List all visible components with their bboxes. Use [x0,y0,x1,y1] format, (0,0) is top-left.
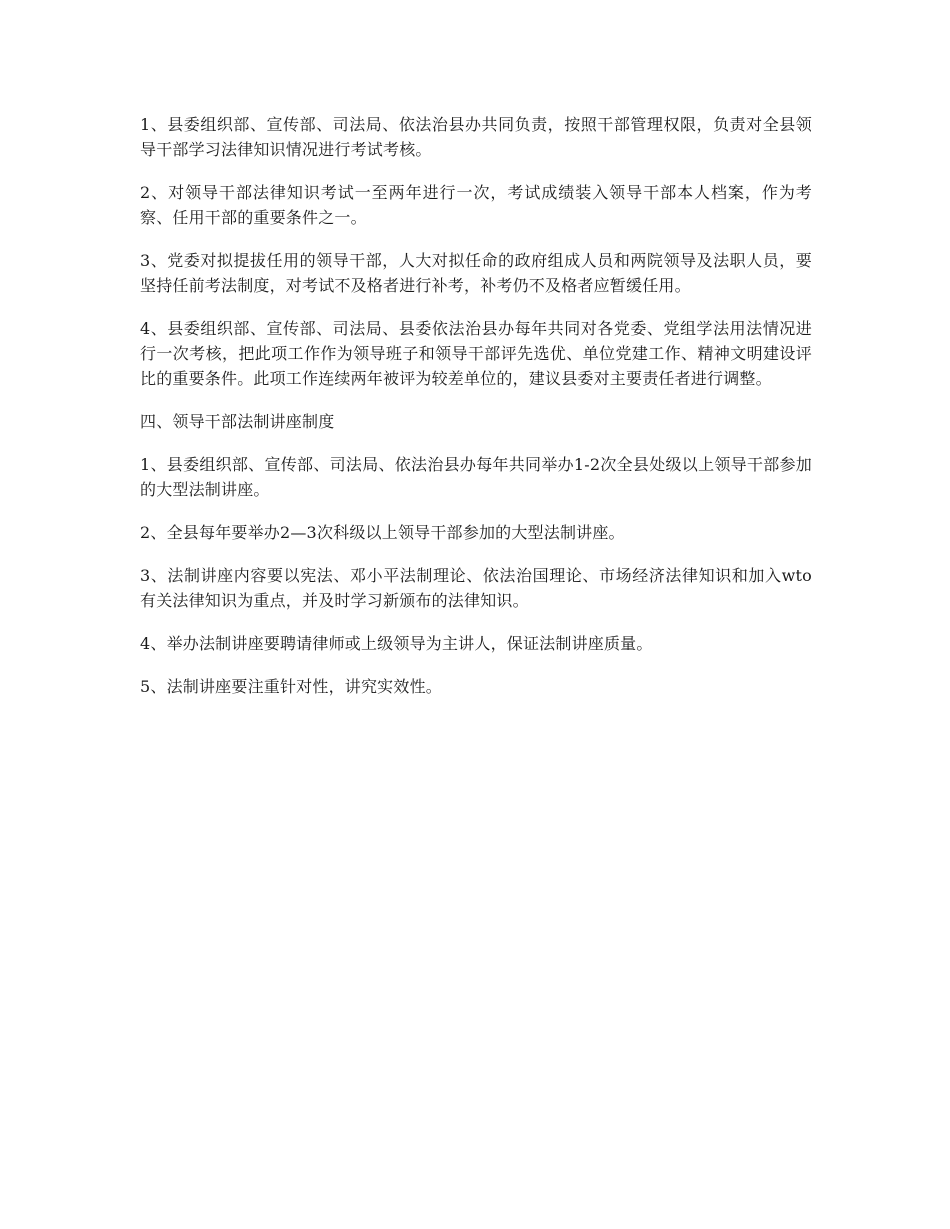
paragraph-exam-responsibility: 1、县委组织部、宣传部、司法局、依法治县办共同负责，按照干部管理权限，负责对全县领导干部学习法律知识情况进行考试考核。 [140,115,812,159]
document-body [140,112,812,717]
paragraph-exam-frequency: 2、对领导干部法律知识考试一至两年进行一次，考试成绩装入领导干部本人档案，作为考察、任用干部的重要条件之一。 [140,183,812,227]
paragraph-annual-assessment: 4、县委组织部、宣传部、司法局、县委依法治县办每年共同对各党委、党组学法用法情况进行一次考核，把此项工作作为领导班子和领导干部评先选优、单位党建工作、精神文明建设评比的重要条件。此项工作连续两年被评为较差单位的，建议县委对主要责任者进行调整。 [140,319,812,388]
paragraph-section-level-lectures: 2、全县每年要举办2—3次科级以上领导干部参加的大型法制讲座。 [140,523,625,542]
paragraph-lecture-speakers: 4、举办法制讲座要聘请律师或上级领导为主讲人，保证法制讲座质量。 [140,634,653,653]
paragraph-county-lectures: 1、县委组织部、宣传部、司法局、依法治县办每年共同举办1-2次全县处级以上领导干部参加的大型法制讲座。 [140,455,812,499]
paragraph-lecture-content: 3、法制讲座内容要以宪法、邓小平法制理论、依法治国理论、市场经济法律知识和加入wto有关法律知识为重点，并及时学习新颁布的法律知识。 [140,566,812,610]
paragraph-lecture-effectiveness: 5、法制讲座要注重针对性，讲究实效性。 [140,677,442,696]
section-heading-lecture-system: 四、领导干部法制讲座制度 [140,412,335,431]
paragraph-pre-appointment-exam: 3、党委对拟提拔任用的领导干部，人大对拟任命的政府组成人员和两院领导及法职人员，要坚持任前考法制度，对考试不及格者进行补考，补考仍不及格者应暂缓任用。 [140,251,812,295]
